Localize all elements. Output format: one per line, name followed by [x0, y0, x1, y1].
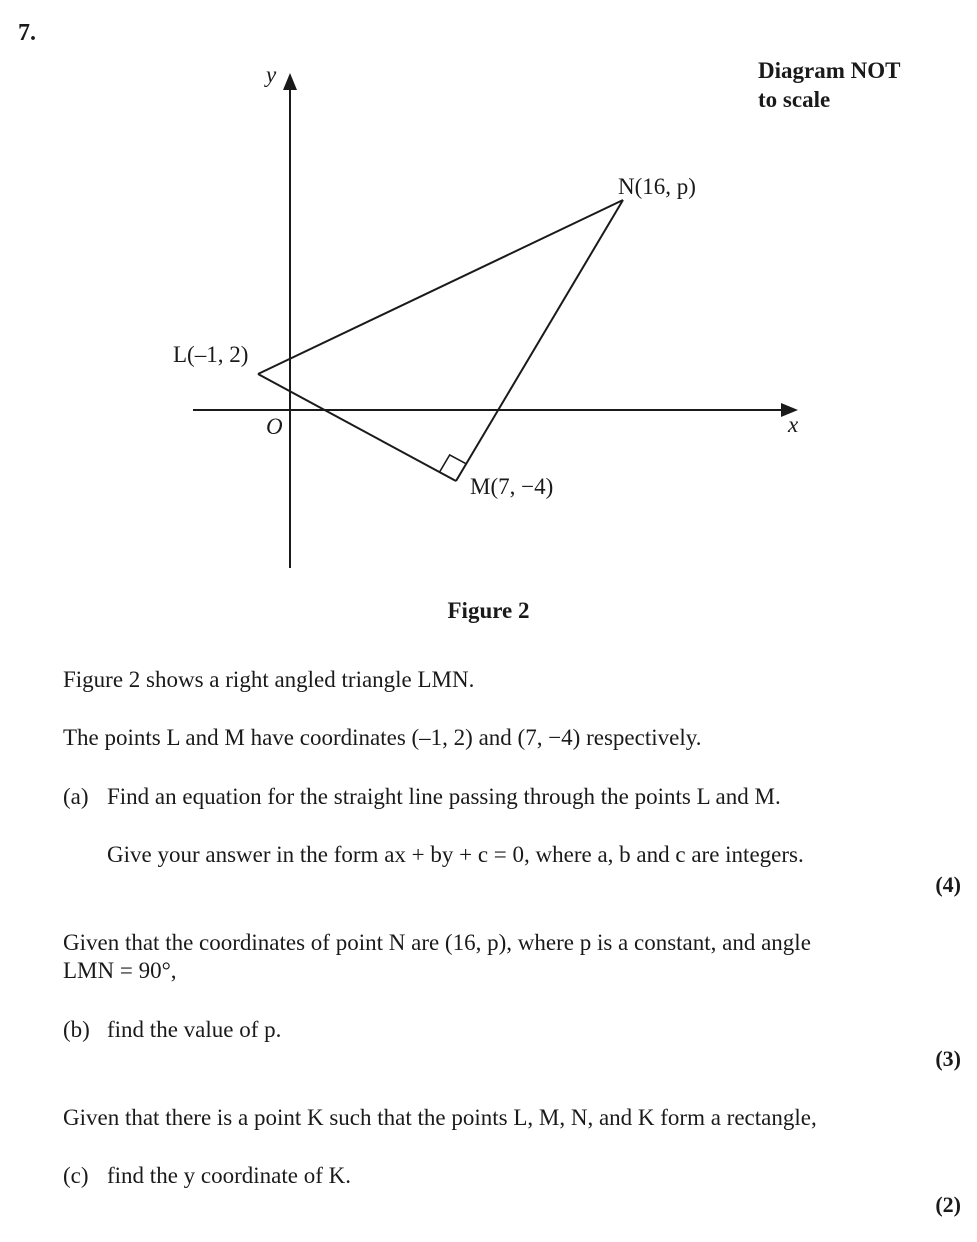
diagram-note-line-2: to scale	[758, 87, 831, 112]
figure-2-diagram	[0, 0, 977, 600]
part-b-label: (b)	[63, 1017, 90, 1042]
part-a-text: Find an equation for the straight line passing through the points L and M.	[107, 784, 781, 809]
segment-MN	[456, 200, 623, 481]
figure-caption: Figure 2	[447, 598, 530, 623]
y-axis-label: y	[266, 62, 277, 87]
segment-LM	[258, 374, 456, 481]
origin-label: O	[266, 414, 283, 439]
part-c-marks: (2)	[935, 1192, 961, 1217]
part-c-text: find the y coordinate of K.	[107, 1163, 351, 1188]
part-a-label: (a)	[63, 784, 89, 809]
given-n-line-2: LMN = 90°,	[63, 958, 177, 983]
point-L-label: L(–1, 2)	[173, 342, 249, 367]
part-a-marks: (4)	[935, 872, 961, 897]
y-axis-arrow-icon	[283, 73, 297, 90]
part-a-subtext: Give your answer in the form ax + by + c = 0, where a, b and c are integers.	[107, 842, 804, 867]
question-number: 7.	[18, 20, 36, 46]
point-M-label: M(7, −4)	[470, 474, 554, 499]
given-n-line-1: Given that the coordinates of point N are (16, p), where p is a constant, and angle	[63, 930, 811, 955]
part-b-text: find the value of p.	[107, 1017, 282, 1042]
diagram-note-line-1: Diagram NOT	[758, 58, 901, 83]
segment-LN	[258, 200, 623, 374]
x-axis-label: x	[788, 412, 799, 437]
part-b-marks: (3)	[935, 1046, 961, 1071]
part-c-label: (c)	[63, 1163, 89, 1188]
intro-line: Figure 2 shows a right angled triangle LMN.	[63, 667, 475, 692]
point-N-label: N(16, p)	[618, 174, 696, 199]
coordinates-line: The points L and M have coordinates (–1, 2) and (7, −4) respectively.	[63, 725, 702, 750]
given-k-line: Given that there is a point K such that the points L, M, N, and K form a rectangle,	[63, 1105, 817, 1130]
